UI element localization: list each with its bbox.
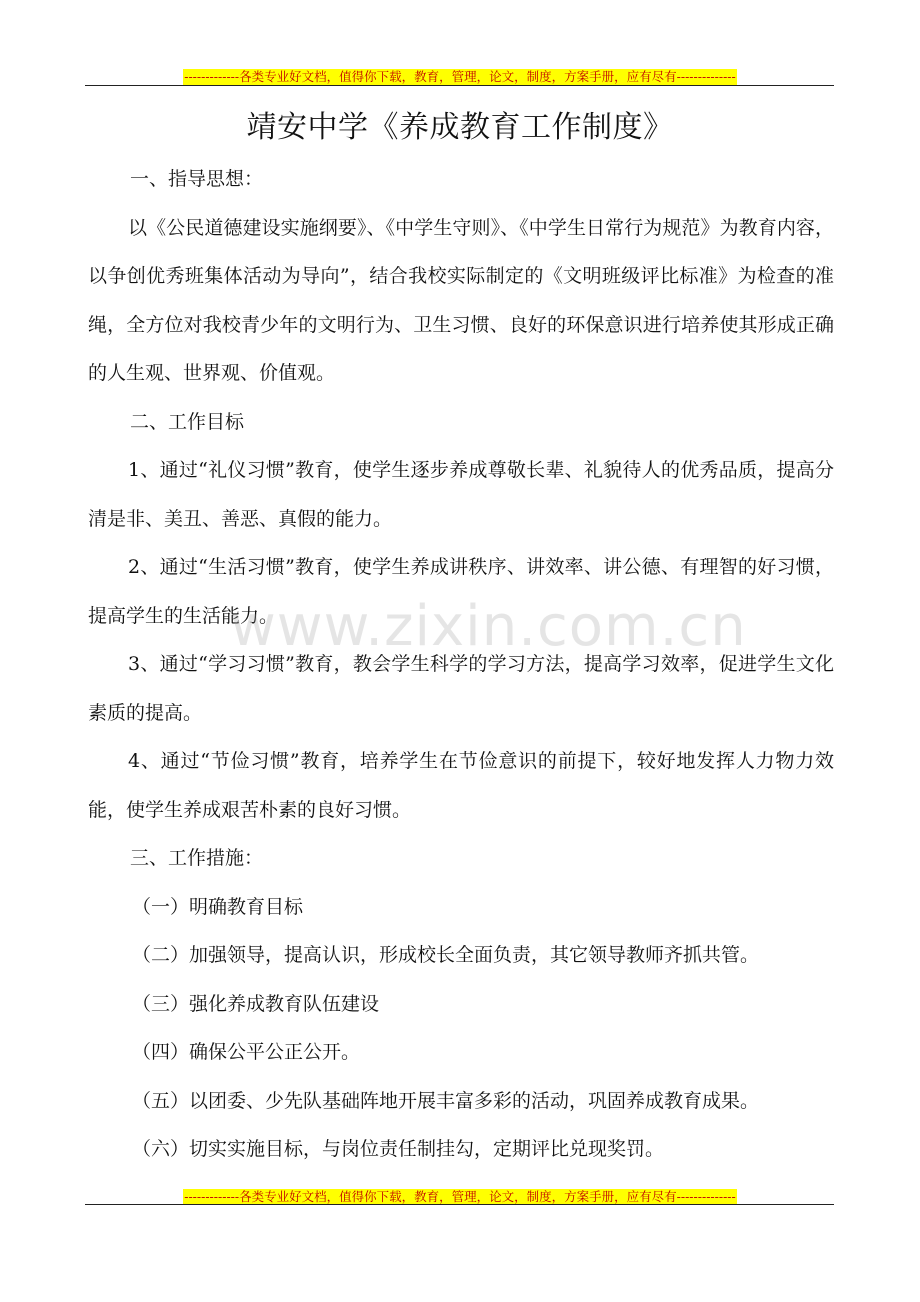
header-banner-text: -------------各类专业好文档，值得你下载，教育，管理，论文，制度，方案手册，应有尽有-------------- [184,69,736,84]
site-watermark: www.zixin.com.cn [230,594,747,659]
goal-paragraph-2: 2、通过“生活习惯”教育，使学生养成讲秩序、讲效率、讲公德、有理智的好习惯，提高学生的生活能力。 [88,556,834,627]
measure-item-6: （六）切实实施目标，与岗位责任制挂勾，定期评比兑现奖罚。 [132,1138,665,1160]
document-body [88,155,834,1174]
section1-paragraph: 以《公民道德建设实施纲要》、《中学生守则》、《中学生日常行为规范》为教育内容，以争创优秀班集体活动为导向”，结合我校实际制定的《文明班级评比标准》为检查的准绳，全方位对我校青少年的文明行为、卫生习惯、良好的环保意识进行培养使其形成正确的人生观、世界观、价值观。 [88,216,834,384]
measure-item-3: （三）强化养成教育队伍建设 [132,992,380,1015]
section3-heading: 三、工作措施： [130,847,264,869]
goal-paragraph-4: 4、通过“节俭习惯”教育，培养学生在节俭意识的前提下，较好地发挥人力物力效能，使学生养成艰苦朴素的良好习惯。 [88,750,834,821]
measure-item-2: （二）加强领导，提高认识，形成校长全面负责，其它领导教师齐抓共管。 [132,944,760,966]
footer-banner-text: -------------各类专业好文档，值得你下载，教育，管理，论文，制度，方案手册，应有尽有-------------- [184,1189,736,1204]
section2-heading: 二、工作目标 [130,410,245,433]
header-rule [85,85,834,86]
goal-paragraph-1: 1、通过“礼仪习惯”教育，使学生逐步养成尊敬长辈、礼貌待人的优秀品质，提高分清是非、美丑、善恶、真假的能力。 [88,459,834,530]
section1-heading: 一、指导思想： [130,168,264,190]
header-banner [0,66,920,86]
goal-paragraph-3: 3、通过“学习习惯”教育，教会学生科学的学习方法，提高学习效率，促进学生文化素质的提高。 [88,653,834,724]
measure-item-4: （四）确保公平公正公开。 [132,1041,361,1063]
footer-rule [85,1204,834,1205]
measure-item-1: （一）明确教育目标 [132,895,304,918]
footer-banner [0,1186,920,1206]
measure-item-5: （五）以团委、少先队基础阵地开展丰富多彩的活动，巩固养成教育成果。 [132,1089,760,1112]
document-title: 靖安中学《养成教育工作制度》 [246,110,674,145]
